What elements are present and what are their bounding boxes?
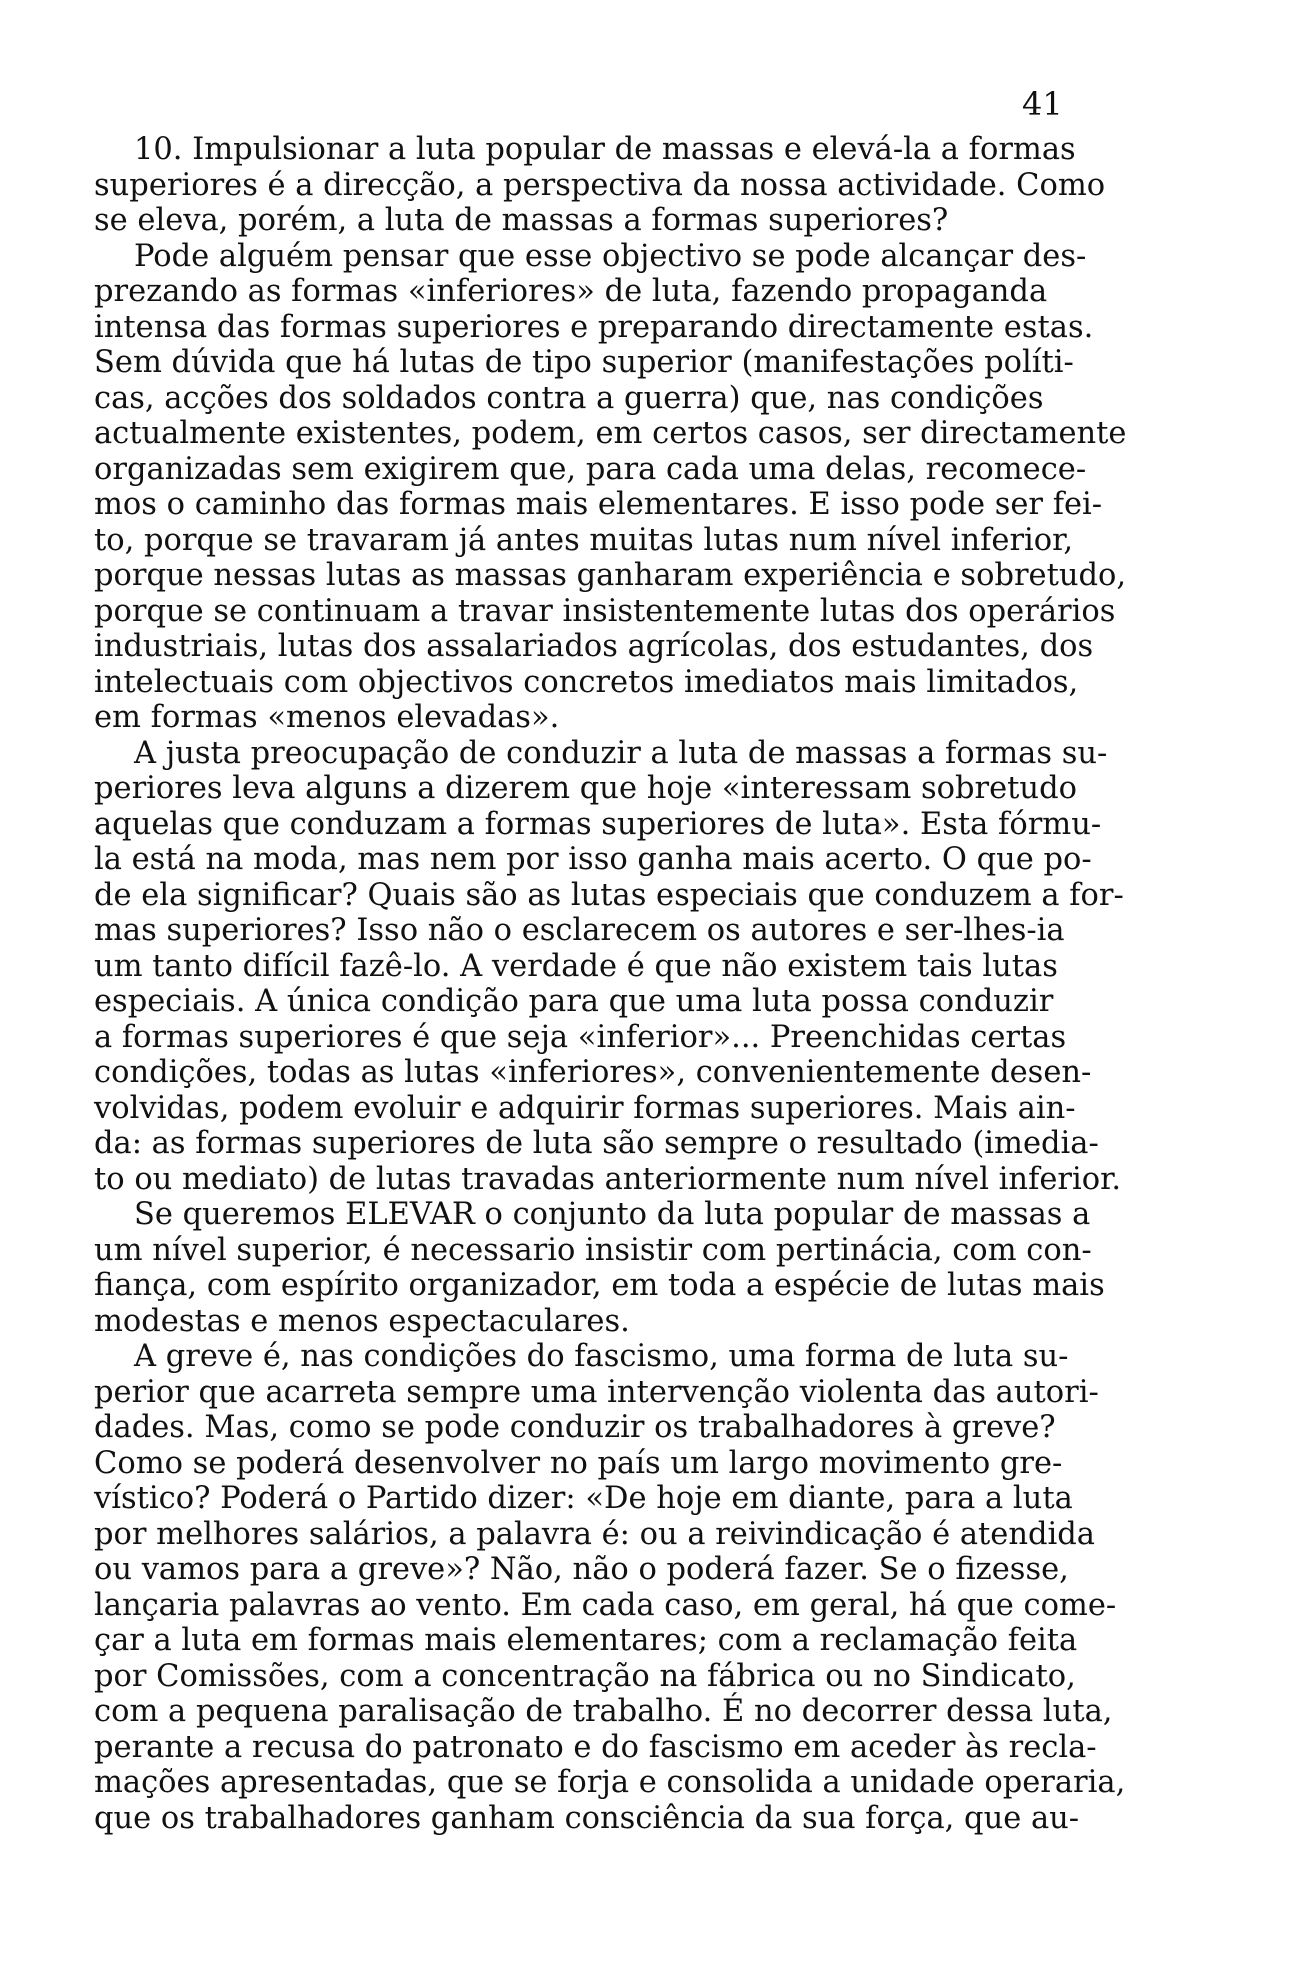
text-line: ou vamos para a greve»? Não, não o poderá fazer. Se o fizesse, [94,1552,1069,1587]
text-line: intensa das formas superiores e preparando directamente estas. [94,309,1094,345]
text-line: aquelas que conduzam a formas superiores de luta». Esta fórmu- [94,806,1102,842]
text-line: se eleva, porém, a luta de massas a formas superiores? [94,203,949,238]
text-line: Como se poderá desenvolver no país um largo movimento gre- [94,1445,1063,1481]
text-line: la está na moda, mas nem por isso ganha mais acerto. O que po- [94,842,1092,877]
text-line: modestas e menos espectaculares. [94,1303,630,1339]
text-line: da: as formas superiores de luta são sempre o resultado (imedia- [94,1126,1099,1161]
body-text [94,132,1130,1836]
text-line: perante a recusa do patronato e do fascismo em aceder às recla- [94,1729,1097,1765]
page-number: 41 [1022,85,1063,123]
text-line: mos o caminho das formas mais elementares. E isso pode ser fei- [94,487,1103,522]
text-line: Se queremos ELEVAR o conjunto da luta popular de massas a [134,1197,1091,1232]
text-line: de ela significar? Quais são as lutas especiais que conduzem a for- [94,877,1124,913]
text-line: A greve é, nas condições do fascismo, uma forma de luta su- [134,1339,1069,1374]
text-line: A justa preocupação de conduzir a luta de massas a formas su- [134,735,1108,771]
text-line: dades. Mas, como se pode conduzir os trabalhadores à greve? [94,1410,1056,1445]
text-line: organizadas sem exigirem que, para cada uma delas, recomece- [94,451,1087,487]
text-line: Pode alguém pensar que esse objectivo se pode alcançar des- [134,238,1087,274]
text-line: porque se continuam a travar insistentemente lutas dos operários [94,593,1116,629]
text-line: a formas superiores é que seja «inferior»... Preenchidas certas [94,1019,1067,1055]
text-line: to ou mediato) de lutas travadas anteriormente num nível inferior. [94,1161,1122,1197]
text-line: to, porque se travaram já antes muitas lutas num nível inferior, [94,522,1074,558]
text-line: em formas «menos elevadas». [94,700,560,735]
text-line: prezando as formas «inferiores» de luta, fazendo propaganda [94,274,1048,309]
text-line: industriais, lutas dos assalariados agrícolas, dos estudantes, dos [94,629,1094,664]
text-line: superiores é a direcção, a perspectiva da nossa actividade. Como [94,167,1106,203]
text-line: volvidas, podem evoluir e adquirir formas superiores. Mais ain- [94,1090,1076,1126]
text-line: por melhores salários, a palavra é: ou a reivindicação é atendida [94,1516,1095,1552]
text-line: periores leva alguns a dizerem que hoje «interessam sobretudo [94,771,1077,806]
text-line: vístico? Poderá o Partido dizer: «De hoje em diante, para a luta [94,1481,1073,1516]
text-line: porque nessas lutas as massas ganharam experiência e sobretudo, [94,558,1127,593]
text-line: intelectuais com objectivos concretos imediatos mais limitados, [94,664,1079,700]
text-line: com a pequena paralisação de trabalho. É no decorrer dessa luta, [94,1694,1113,1729]
text-line: um tanto difícil fazê-lo. A verdade é que não existem tais lutas [94,948,1058,984]
text-line: perior que acarreta sempre uma intervenção violenta das autori- [94,1374,1099,1410]
text-line: lançaria palavras ao vento. Em cada caso, em geral, há que come- [94,1587,1117,1623]
text-line: cas, acções dos soldados contra a guerra) que, nas condições [94,380,1044,416]
text-line: actualmente existentes, podem, em certos casos, ser directamente [94,416,1127,451]
text-line: um nível superior, é necessario insistir com pertinácia, com con- [94,1232,1092,1268]
text-line: Sem dúvida que há lutas de tipo superior (manifestações políti- [94,345,1074,380]
text-line: especiais. A única condição para que uma luta possa conduzir [94,984,1054,1019]
text-line: mações apresentadas, que se forja e consolida a unidade operaria, [94,1765,1126,1800]
text-line: çar a luta em formas mais elementares; com a reclamação feita [94,1623,1078,1658]
text-line: mas superiores? Isso não o esclarecem os autores e ser-lhes-ia [94,913,1065,948]
text-line: fiança, com espírito organizador, em toda a espécie de lutas mais [94,1268,1105,1303]
text-line: 10. Impulsionar a luta popular de massas e elevá-la a formas [134,132,1076,167]
text-line: por Comissões, com a concentração na fábrica ou no Sindicato, [94,1658,1076,1694]
text-line: condições, todas as lutas «inferiores», convenientemente desen- [94,1055,1092,1090]
text-line: que os trabalhadores ganham consciência da sua força, que au- [94,1800,1080,1836]
